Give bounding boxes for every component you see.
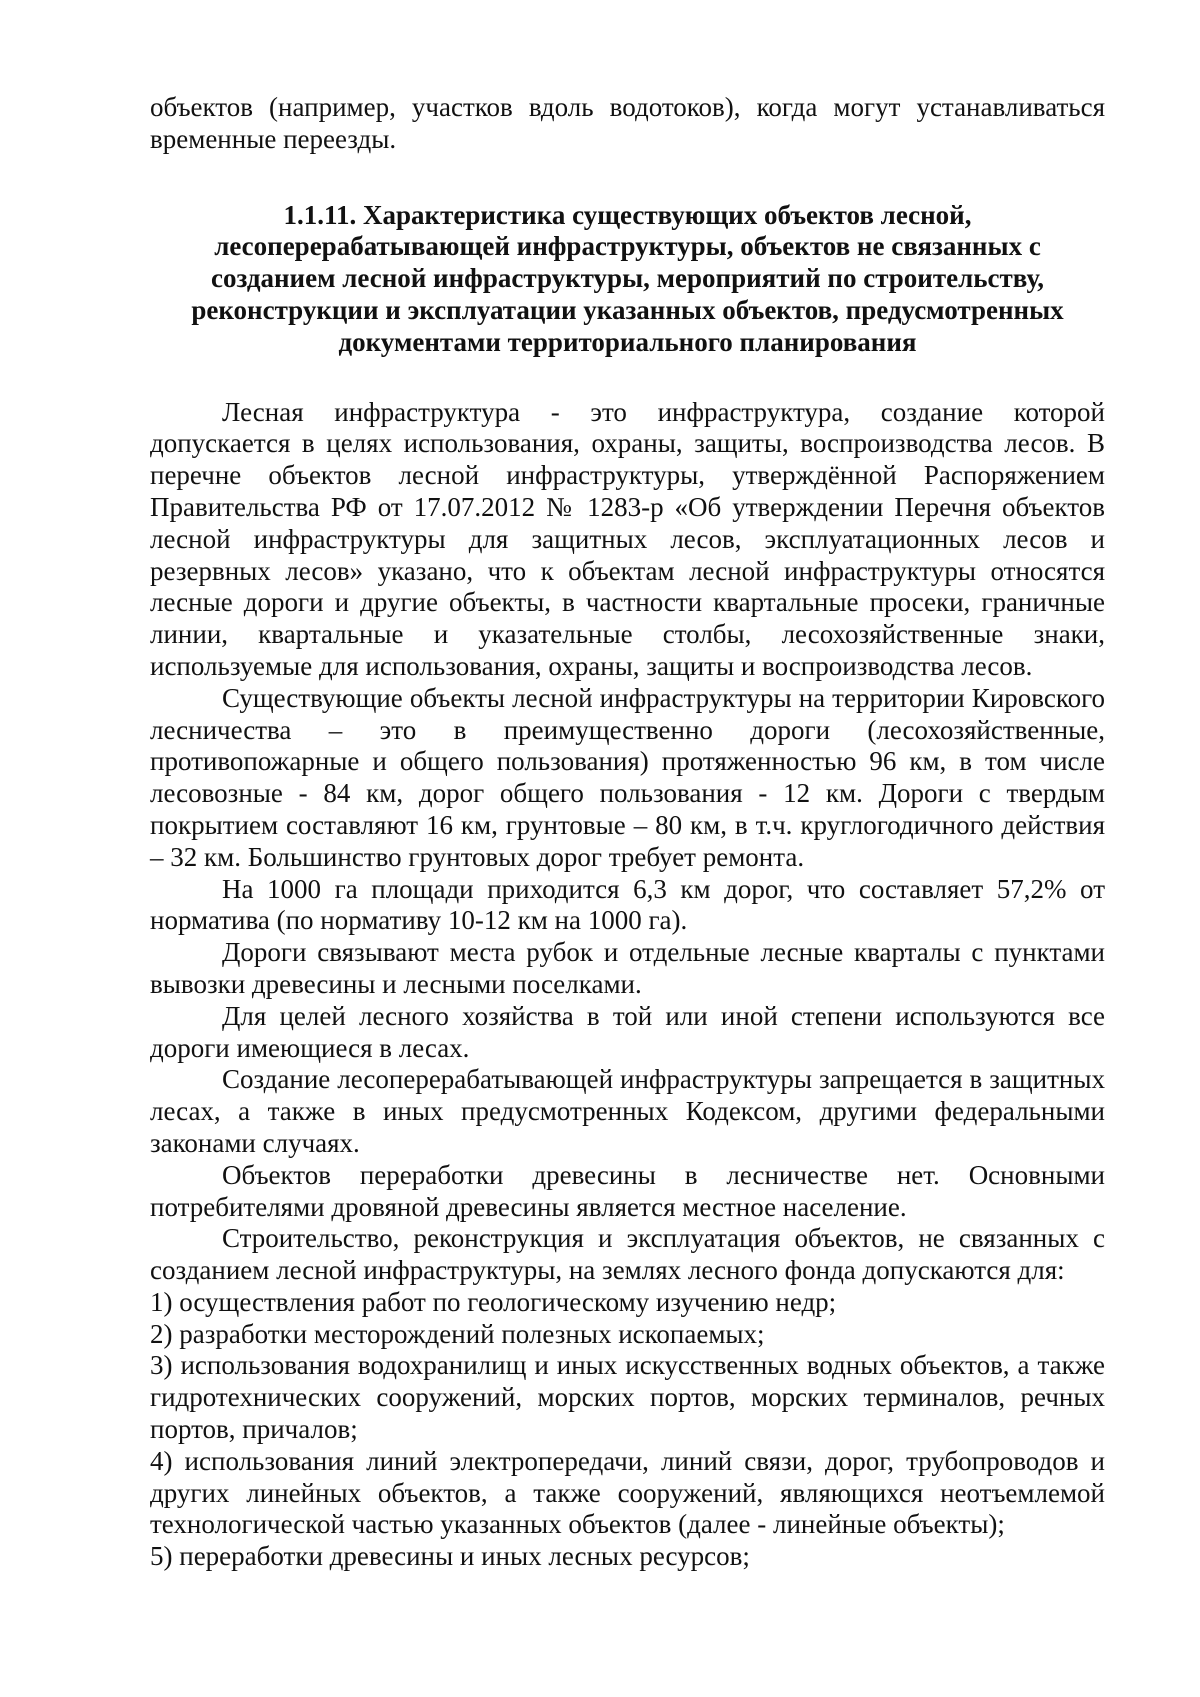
- paragraph-construction: Строительство, реконструкция и эксплуатация объектов, не связанных с созданием лесной инфраструктуры, на землях лесного фонда допускаются для:: [150, 1223, 1105, 1286]
- paragraph-forest-infrastructure: Лесная инфраструктура - это инфраструктура, создание которой допускается в целях использования, охраны, защиты, воспроизводства лесов. В перечне объектов лесной инфраструктуры, утверждённой Распоряжением Правительства РФ от 17.07.2012 № 1283-р «Об утверждении Перечня объектов лесной инфраструктуры для защитных лесов, эксплуатационных лесов и резервных лесов» указано, что к объектам лесной инфраструктуры относятся лесные дороги и другие объекты, в частности квартальные просеки, граничные линии, квартальные и указательные столбы, лесохозяйственные знаки, используемые для использования, охраны, защиты и воспроизводства лесов.: [150, 396, 1105, 681]
- list-item: 2) разработки месторождений полезных ископаемых;: [150, 1318, 765, 1349]
- paragraph-processing-ban: Создание лесоперерабатывающей инфраструктуры запрещается в защитных лесах, а также в иных предусмотренных Кодексом, другими федеральными законами случаях.: [150, 1064, 1105, 1158]
- paragraph-roads-usage: Для целей лесного хозяйства в той или иной степени используются все дороги имеющиеся в лесах.: [150, 1000, 1105, 1063]
- list-item: 4) использования линий электропередачи, линий связи, дорог, трубопроводов и других линейных объектов, а также сооружений, являющихся неотъемлемой технологической частью указанных объектов (далее - линейные объекты);: [150, 1445, 1105, 1540]
- paragraph-existing-objects: Существующие объекты лесной инфраструктуры на территории Кировского лесничества – это в преимущественно дороги (лесохозяйственные, противопожарные и общего пользования) протяженностью 96 км, в том числе лесовозные - 84 км, дорог общего пользования - 12 км. Дороги с твердым покрытием составляют 16 км, грунтовые – 80 км, в т.ч. круглогодичного действия – 32 км. Большинство грунтовых дорог требует ремонта.: [150, 682, 1105, 872]
- paragraph-no-processing: Объектов переработки древесины в лесничестве нет. Основными потребителями дровяной древесины является местное население.: [150, 1159, 1105, 1222]
- section-heading: 1.1.11. Характеристика существующих объектов лесной, лесоперерабатывающей инфраструктуры, объектов не связанных с созданием лесной инфраструктуры, мероприятий по строительству, реконструкции и эксплуатации указанных объектов, предусмотренных документами территориального планирования: [191, 199, 1064, 357]
- paragraph-road-density: На 1000 га площади приходится 6,3 км дорог, что составляет 57,2% от норматива (по нормативу 10-12 км на 1000 га).: [150, 873, 1105, 936]
- document-page: [150, 92, 1105, 1573]
- intro-paragraph: объектов (например, участков вдоль водотоков), когда могут устанавливаться временные переезды.: [150, 92, 1105, 154]
- list-item: 3) использования водохранилищ и иных искусственных водных объектов, а также гидротехнических сооружений, морских портов, морских терминалов, речных портов, причалов;: [150, 1350, 1105, 1445]
- paragraph-roads-connect: Дороги связывают места рубок и отдельные лесные кварталы с пунктами вывозки древесины и лесными поселками.: [150, 937, 1105, 999]
- list-item: 1) осуществления работ по геологическому изучению недр;: [150, 1286, 837, 1317]
- list-item: 5) переработки древесины и иных лесных ресурсов;: [150, 1541, 750, 1572]
